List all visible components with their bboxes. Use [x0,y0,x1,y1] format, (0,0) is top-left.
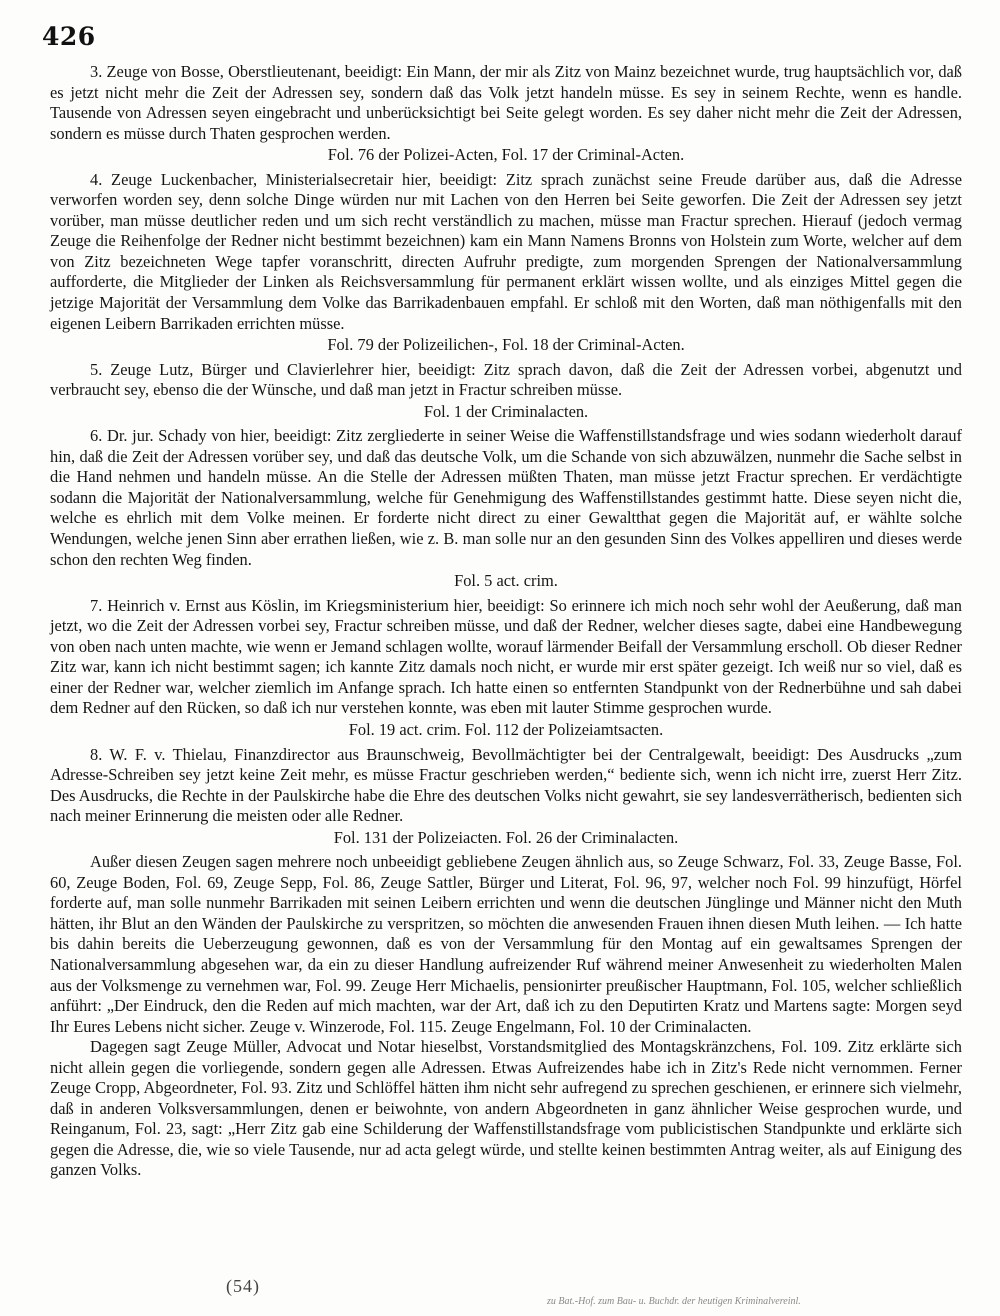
citation-reference: Fol. 1 der Criminalacten. [423,401,589,421]
testimony-paragraph: Dagegen sagt Zeuge Müller, Advocat und Notar hieselbst, Vorstandsmitglied des Montagskränzchens, Fol. 109. Zitz erklärte sich nicht allein gegen die vorliegende, sondern gegen alle Adressen. Etwas Aufreizendes habe ich in Zitz's Rede nicht vernommen. Ferner Zeuge Cropp, Abgeordneter, Fol. 93. Zitz und Schlöffel hätten ihm nicht sehr aufregend zu sprechen geschienen, er erinnere sich vielmehr, daß in anderen Volksversammlungen, denen er beiwohnte, von andern Abgeordneten in ganz ähnlicher Weise gesprochen wurde, und Reinganum, Fol. 23, sagt: „Herr Zitz gab eine Schilderung der Waffenstillstandsfrage vom publicistischen Standpunkte und erklärte sich gegen die Adresse, die, wie so viele Tausende, nur ad acta gelegt würde, und stellte keinen bestimmten Antrag weiter, als auf Einigung des ganzen Volks. [50,1037,962,1180]
printer-note: zu Bat.-Hof. zum Bau- u. Buchdr. der heutigen Kriminalvereinl. [547,1296,801,1307]
citation-reference: Fol. 79 der Polizeilichen-, Fol. 18 der Criminal-Acten. [327,335,685,355]
testimony-paragraph: 8. W. F. v. Thielau, Finanzdirector aus Braunschweig, Bevollmächtigter bei der Centralgewalt, beeidigt: Des Ausdrucks „zum Adresse-Schreiben sey jetzt keine Zeit mehr, es müsse Fractur geschrieben werden,“ bediente sich, wenn ich nicht irre, zuerst Herr Zitz. Des Ausdrucks, die Rechte in der Paulskirche habe die Ehre des deutschen Volks nicht gewahrt, sie sey landesverrätherisch, bedienten sich nach meiner Erinnerung die meisten oder alle Redner. [50,744,962,826]
testimony-paragraph: 7. Heinrich v. Ernst aus Köslin, im Kriegsministerium hier, beeidigt: So erinnere ich mich noch sehr wohl der Aeußerung, daß man jetzt, wo die Zeit der Adressen vorbei sey, Fractur schreiben müsse, und daß der Redner, welcher dieses sagte, dabei eine Handbewegung von oben nach unten machte, wie wenn er Jemand schlagen wollte, worauf lärmender Beifall der Versammlung erscholl. Ob dieser Redner Zitz war, kann ich nicht bestimmt sagen; ich kannte Zitz damals noch nicht, er wurde mir erst später gezeigt. Ich weiß nur so viel, daß es einer der Redner war, welcher ziemlich im Anfange sprach. Ich hatte einen so entfernten Standpunkt von der Rednerbühne und sah dabei dem Redner auf den Rücken, so daß ich nur verstehen konnte, was eben mit lauter Stimme gesprochen wurde. [50,595,962,718]
document-body [50,62,962,1181]
signature-mark: (54) [226,1276,260,1296]
testimony-paragraph: Außer diesen Zeugen sagen mehrere noch unbeeidigt gebliebene Zeugen ähnlich aus, so Zeuge Schwarz, Fol. 33, Zeuge Basse, Fol. 60, Zeuge Boden, Fol. 69, Zeuge Sepp, Fol. 86, Zeuge Sattler, Bürger und Literat, Fol. 96, 97, welcher noch Fol. 99 hinzufügt, Hörfel forderte auf, man solle nunmehr Barrikaden mit seinen Leibern errichten und wenn die deutschen Jünglinge und Männer nicht den Muth hätten, ihr Blut an den Wänden der Paulskirche zu verspritzen, so möchten die anwesenden Frauen ihnen diesen Muth leihen. — Ich hatte bis dahin bereits die Ueberzeugung gewonnen, daß es von der Versammlung für den Montag auf ein gewaltsames Sprengen der Nationalversammlung abgesehen war, da ein zu dieser Handlung aufreizender Ruf während meiner Anwesenheit zu wiederholten Malen aus der Volksmenge zu vernehmen war, Fol. 99. Zeuge Herr Michaelis, pensionirter preußischer Hauptmann, Fol. 105, welcher schließlich anführt: „Der Eindruck, den die Reden auf mich machten, war der Art, daß ich zu den Deputirten Kratz und Martens sagte: Morgen seyd Ihr Eures Lebens nicht sicher. Zeuge v. Winzerode, Fol. 115. Zeuge Engelmann, Fol. 10 der Criminalacten. [50,852,962,1036]
testimony-paragraph: 6. Dr. jur. Schady von hier, beeidigt: Zitz zergliederte in seiner Weise die Waffenstillstandsfrage und wies sodann wiederholt darauf hin, daß die Zeit der Adressen vorüber sey, und daß das deutsche Volk, um die Schande von sich abzuwälzen, nunmehr die Sache selbst in die Hand nehmen und handeln müsse. An die Stelle der Adressen müßten Thaten, man müsse jetzt Fractur sprechen. Er verdächtigte sodann die Majorität der Nationalversammlung, welche für Genehmigung des Waffenstillstandes gestimmt hatte. Diese seyen nicht die, welche es ehrlich mit dem Volke meinen. Er forderte nicht direct zu einer Gewaltthat gegen die Majorität auf, er wählte solche Wendungen, welche jenen Sinn aber errathen ließen, wie z. B. man solle nur an den gesunden Sinn des Volkes appelliren und dieses werde schon den rechten Weg finden. [50,426,962,569]
testimony-paragraph: 4. Zeuge Luckenbacher, Ministerialsecretair hier, beeidigt: Zitz sprach zunächst seine Freude darüber aus, daß die Adresse verworfen worden sey, denn solche Dinge würden nur mit Lachen von den Herren bei Seite geworfen. Die Zeit der Adressen sey jetzt vorüber, man müsse deutlicher reden und um sich recht verständlich zu machen, müsse man Fractur sprechen. Hierauf (jedoch vermag Zeuge die Reihenfolge der Redner nicht bestimmt bezeichnen) kam ein Mann Namens Bronns von Holstein zum Worte, welcher auf dem von Zitz bezeichneten Wege tapfer voranschritt, directen Aufruhr predigte, zum morgenden Sprengen der Nationalversammlung aufforderte, die Mitglieder der Linken als Reichsversammlung für permanent erklärt wissen wollte, und als einziges Mittel gegen die jetzige Majorität der Versammlung dem Volke das Barrikadenbauen empfahl. Er schloß mit den Worten, daß man nöthigenfalls mit den eigenen Leibern Barrikaden errichten müsse. [50,169,962,333]
citation-reference: Fol. 19 act. crim. Fol. 112 der Polizeiamtsacten. [348,719,664,739]
citation-reference: Fol. 131 der Polizeiacten. Fol. 26 der Criminalacten. [333,827,679,847]
testimony-paragraph: 5. Zeuge Lutz, Bürger und Clavierlehrer hier, beeidigt: Zitz sprach davon, daß die Zeit der Adressen vorbei, abgenutzt und verbraucht sey, ebenso die der Wünsche, und daß man jetzt in Fractur schreiben müsse. [50,359,962,400]
page-number: 426 [42,22,96,51]
testimony-paragraph: 3. Zeuge von Bosse, Oberstlieutenant, beeidigt: Ein Mann, der mir als Zitz von Mainz bezeichnet wurde, trug hauptsächlich vor, daß es jetzt nicht mehr die Zeit der Adressen sey, sondern daß das Volk jetzt handeln müsse. Es sey in seinem Rechte, wenn es handle. Tausende von Adressen seyen eingebracht und unberücksichtigt bei Seite gelegt worden. Es sey daher nicht mehr die Zeit der Adressen, sondern es müsse durch Thaten gesprochen werden. [50,62,962,143]
citation-reference: Fol. 76 der Polizei-Acten, Fol. 17 der Criminal-Acten. [327,145,685,165]
citation-reference: Fol. 5 act. crim. [454,571,558,591]
